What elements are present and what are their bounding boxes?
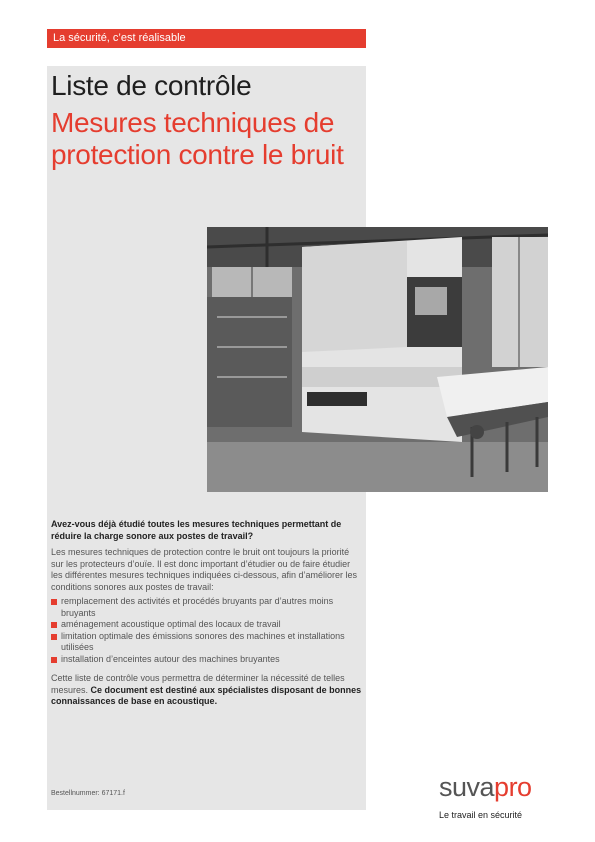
bullet-square-icon (51, 657, 57, 663)
intro-paragraph: Les mesures techniques de protection contre le bruit ont toujours la priorité sur les protecteurs d’ouïe. Il est donc important d’étudier ou de faire étudier les différentes mesures techniques indiquées ci-dessous, afin d’améliorer les conditions sonores aux postes de travail: (51, 547, 357, 592)
industrial-machine-photo (207, 227, 548, 492)
header-tagline: La sécurité, c’est réalisable (53, 32, 186, 44)
list-item: limitation optimale des émissions sonores des machines et installations utilisées (51, 631, 363, 654)
logo-part-suva: suva (439, 772, 495, 802)
list-item: aménagement acoustique optimal des locaux de travail (51, 619, 363, 631)
intro-question: Avez-vous déjà étudié toutes les mesures techniques permettant de réduire la charge sonore aux postes de travail? (51, 519, 342, 541)
logo-tagline: Le travail en sécurité (439, 810, 523, 820)
closing-bold-text: Ce document est destiné aux spécialistes disposant de bonnes connaissances de base en acoustique. (51, 684, 362, 706)
order-number: Bestellnummer: 67171.f (51, 790, 125, 797)
closing-text: Cette liste de contrôle vous permettra de déterminer la nécessité de telles mesures. (51, 673, 345, 695)
measures-list (51, 596, 363, 665)
header-tagline-bar (47, 29, 366, 48)
bullet-square-icon (51, 622, 57, 628)
suvapro-logo (439, 772, 532, 802)
document-type-title: Liste de contrôle (51, 70, 252, 101)
bullet-square-icon (51, 599, 57, 605)
bullet-square-icon (51, 634, 57, 640)
machine-photo-illustration (207, 227, 548, 492)
list-item: installation d’enceintes autour des machines bruyantes (51, 654, 363, 666)
intro-section (51, 519, 363, 708)
list-item: remplacement des activités et procédés bruyants par d’autres moins bruyants (51, 596, 363, 619)
logo-part-pro: pro (494, 772, 532, 802)
closing-paragraph (51, 673, 363, 708)
document-main-title: Mesures techniques de protection contre le bruit (51, 107, 344, 170)
